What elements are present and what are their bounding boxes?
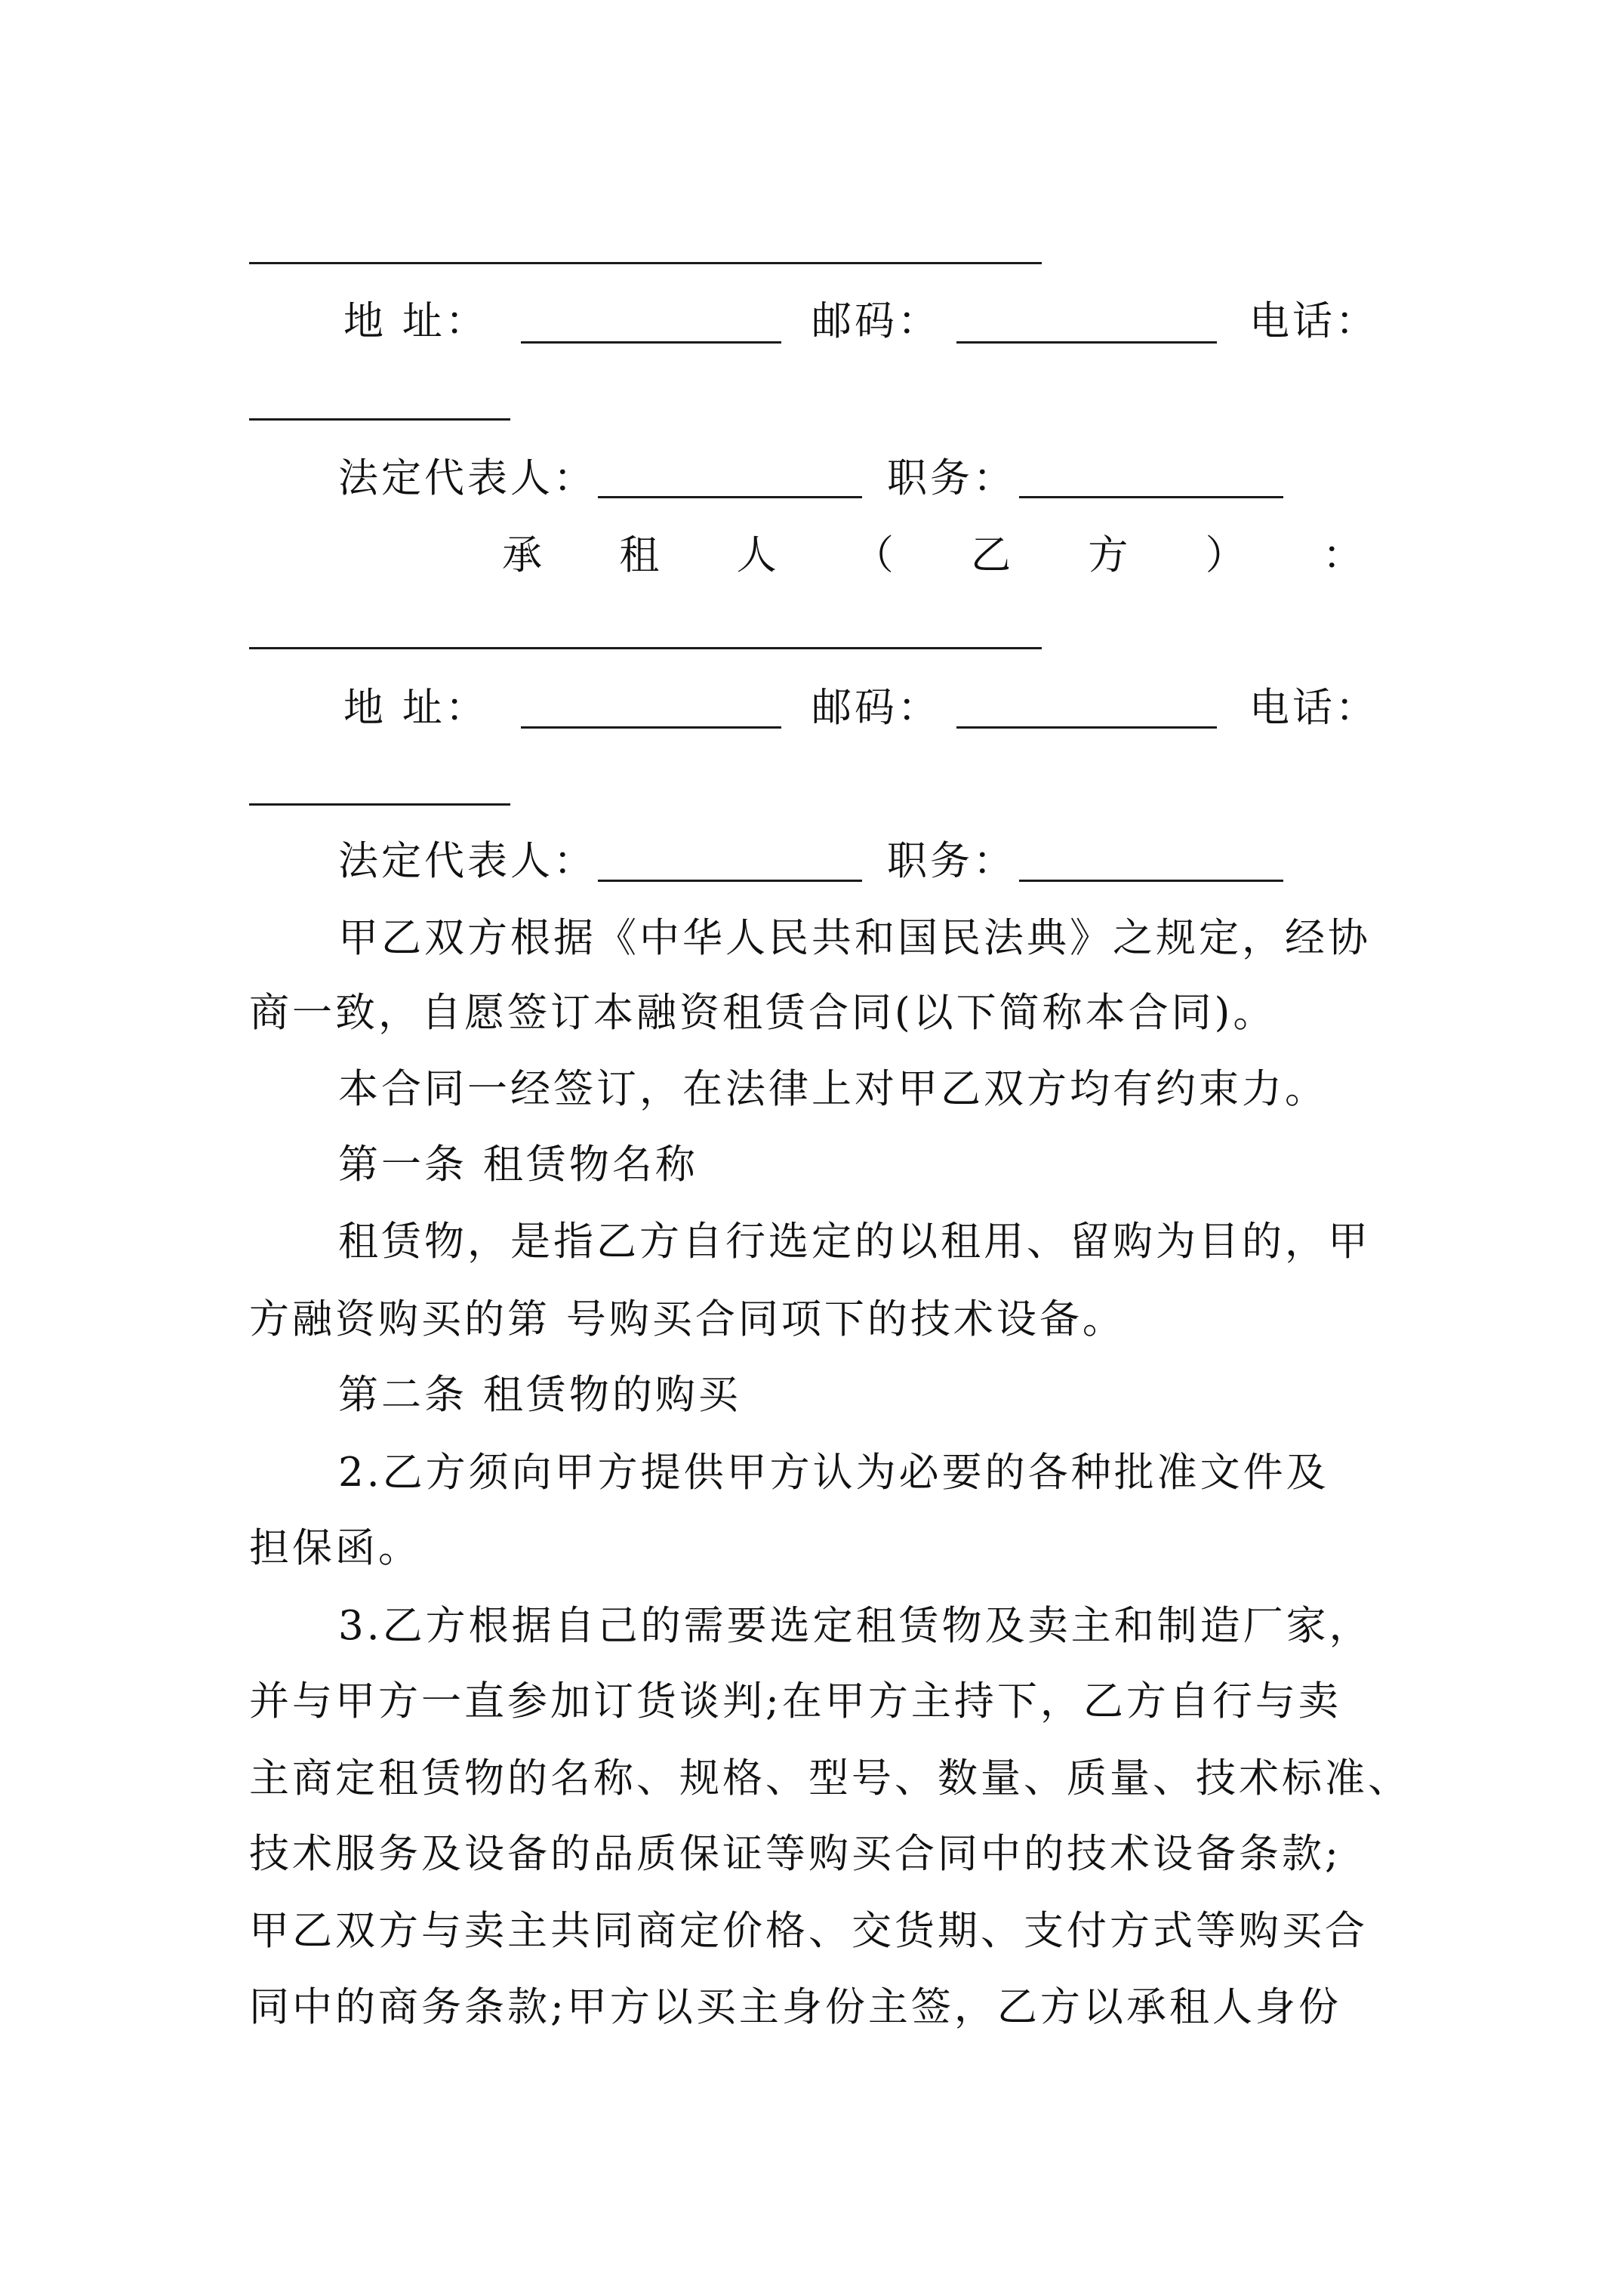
lessor-legal-rep-label: 法定代表人： [338, 455, 596, 501]
lessor-postcode-blank[interactable] [956, 341, 1217, 344]
lessee-heading-char: 人 [736, 532, 777, 578]
article-title: 第一条 租赁物名称 [338, 1142, 698, 1188]
lessee-postcode-blank[interactable] [956, 726, 1217, 729]
paragraph-line: 本合同一经签订，在法律上对甲乙双方均有约束力。 [338, 1066, 1328, 1112]
lessee-heading-char: ： [1322, 532, 1363, 578]
paragraph-line: 技术服务及设备的品质保证等购买合同中的技术设备条款; [249, 1831, 1341, 1877]
lessee-name-blank[interactable] [249, 647, 1042, 649]
paragraph-line: 并与甲方一直参加订货谈判;在甲方主持下，乙方自行与卖 [249, 1678, 1341, 1724]
lessee-heading-char: 方 [1088, 532, 1129, 578]
paragraph-line: 商一致，自愿签订本融资租赁合同(以下简称本合同)。 [249, 990, 1277, 1036]
lessor-position-blank[interactable] [1019, 496, 1283, 498]
lessee-heading-char: 承 [502, 532, 542, 578]
paragraph-line: 租赁物，是指乙方自行选定的以租用、留购为目的，甲 [338, 1219, 1371, 1265]
lessee-postcode-label: 邮码： [812, 685, 941, 731]
lessee-phone-blank[interactable] [249, 803, 510, 806]
lessor-legal-rep-blank[interactable] [598, 496, 862, 498]
lessor-phone-label: 电话： [1249, 298, 1378, 344]
paragraph-line: 2.乙方须向甲方提供甲方认为必要的各种批准文件及 [338, 1450, 1329, 1496]
lessee-address-blank[interactable] [521, 726, 781, 729]
lessee-position-blank[interactable] [1019, 880, 1283, 882]
lessor-address-label: 地 址： [343, 298, 488, 344]
paragraph-line: 主商定租赁物的名称、规格、型号、数量、质量、技术标准、 [249, 1755, 1411, 1801]
lessee-heading-char: ） [1205, 532, 1246, 578]
paragraph-line: 担保函。 [249, 1525, 421, 1571]
lessee-heading-char: 乙 [971, 532, 1012, 578]
paragraph-line: 甲乙双方根据《中华人民共和国民法典》之规定，经协 [338, 915, 1371, 961]
lessor-address-blank[interactable] [521, 341, 781, 344]
lessee-heading-char: （ [853, 532, 894, 578]
lessee-heading-char: 租 [619, 532, 660, 578]
lessor-phone-blank[interactable] [249, 418, 510, 421]
paragraph-line: 方融资购买的第 号购买合同项下的技术设备。 [249, 1296, 1126, 1342]
lessee-phone-label: 电话： [1249, 685, 1378, 731]
paragraph-line: 3.乙方根据自己的需要选定租赁物及卖主和制造厂家， [338, 1603, 1372, 1649]
paragraph-line: 甲乙双方与卖主共同商定价格、交货期、支付方式等购买合 [249, 1908, 1368, 1954]
lessor-name-blank[interactable] [249, 262, 1042, 264]
paragraph-line: 同中的商务条款;甲方以买主身份主签，乙方以承租人身份 [249, 1984, 1341, 2030]
lessor-postcode-label: 邮码： [812, 298, 941, 344]
lessee-address-label: 地 址： [343, 685, 488, 731]
lessee-legal-rep-label: 法定代表人： [338, 838, 596, 884]
lessee-position-label: 职务： [887, 838, 1016, 884]
lessee-legal-rep-blank[interactable] [598, 880, 862, 882]
lessee-heading [502, 529, 1363, 583]
article-title: 第二条 租赁物的购买 [338, 1372, 741, 1418]
lessor-position-label: 职务： [887, 455, 1016, 501]
